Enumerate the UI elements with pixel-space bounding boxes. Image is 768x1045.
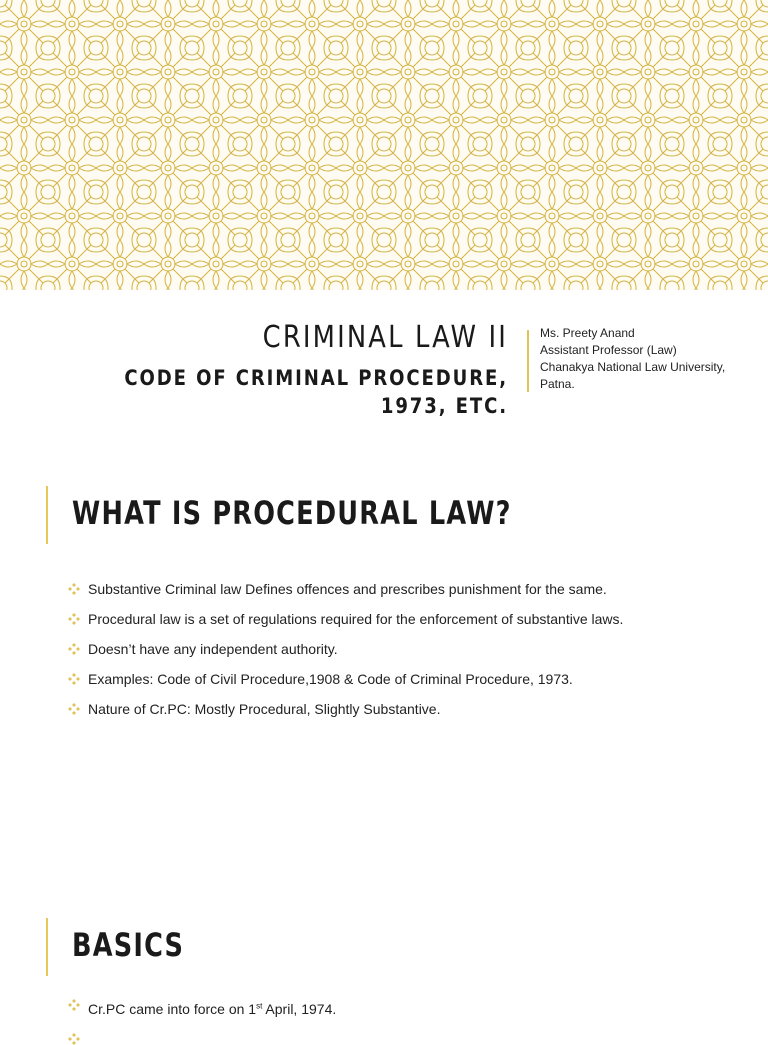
author-city: Patna. xyxy=(540,377,575,391)
diamond-bullet-icon xyxy=(68,583,80,595)
author-position: Assistant Professor (Law) xyxy=(540,343,677,357)
diamond-bullet-icon xyxy=(68,703,80,715)
diamond-bullet-icon xyxy=(68,1033,80,1045)
diamond-bullet-icon xyxy=(68,999,80,1011)
decorative-pattern-banner xyxy=(0,0,768,290)
bullet-text: Procedural law is a set of regulations required for the enforcement of substantive laws. xyxy=(88,611,624,627)
author-institution: Chanakya National Law University, xyxy=(540,360,726,374)
bullet-text: Nature of Cr.PC: Mostly Procedural, Slightly Substantive. xyxy=(88,701,441,717)
section-accent-bar xyxy=(46,918,48,976)
section-title-basics: BASICS xyxy=(72,926,185,964)
procedural-law-bullet-list xyxy=(66,580,666,730)
bullet-text: Doesn’t have any independent authority. xyxy=(88,641,338,657)
author-info xyxy=(540,325,760,393)
section-accent-bar xyxy=(46,486,48,544)
bullet-text: Cr.PC came into force on 1st April, 1974. xyxy=(88,1000,337,1017)
title-divider xyxy=(527,330,529,392)
title-block xyxy=(0,318,508,420)
section-title-procedural-law: WHAT IS PROCEDURAL LAW? xyxy=(72,494,512,532)
diamond-bullet-icon xyxy=(68,673,80,685)
author-name: Ms. Preety Anand xyxy=(540,326,635,340)
list-item xyxy=(66,640,666,659)
list-item xyxy=(66,670,666,689)
bullet-text: Examples: Code of Civil Procedure,1908 & Code of Criminal Procedure, 1973. xyxy=(88,671,573,687)
list-item xyxy=(66,580,666,599)
main-title: CRIMINAL LAW II xyxy=(262,320,508,355)
subtitle: CODE OF CRIMINAL PROCEDURE, 1973, ETC. xyxy=(124,366,508,418)
list-item xyxy=(66,700,666,719)
diamond-bullet-icon xyxy=(68,613,80,625)
list-item xyxy=(66,996,666,1019)
diamond-bullet-icon xyxy=(68,643,80,655)
bullet-text: Substantive Criminal law Defines offences and prescribes punishment for the same. xyxy=(88,581,607,597)
list-item xyxy=(66,610,666,629)
basics-bullet-list xyxy=(66,996,666,1030)
